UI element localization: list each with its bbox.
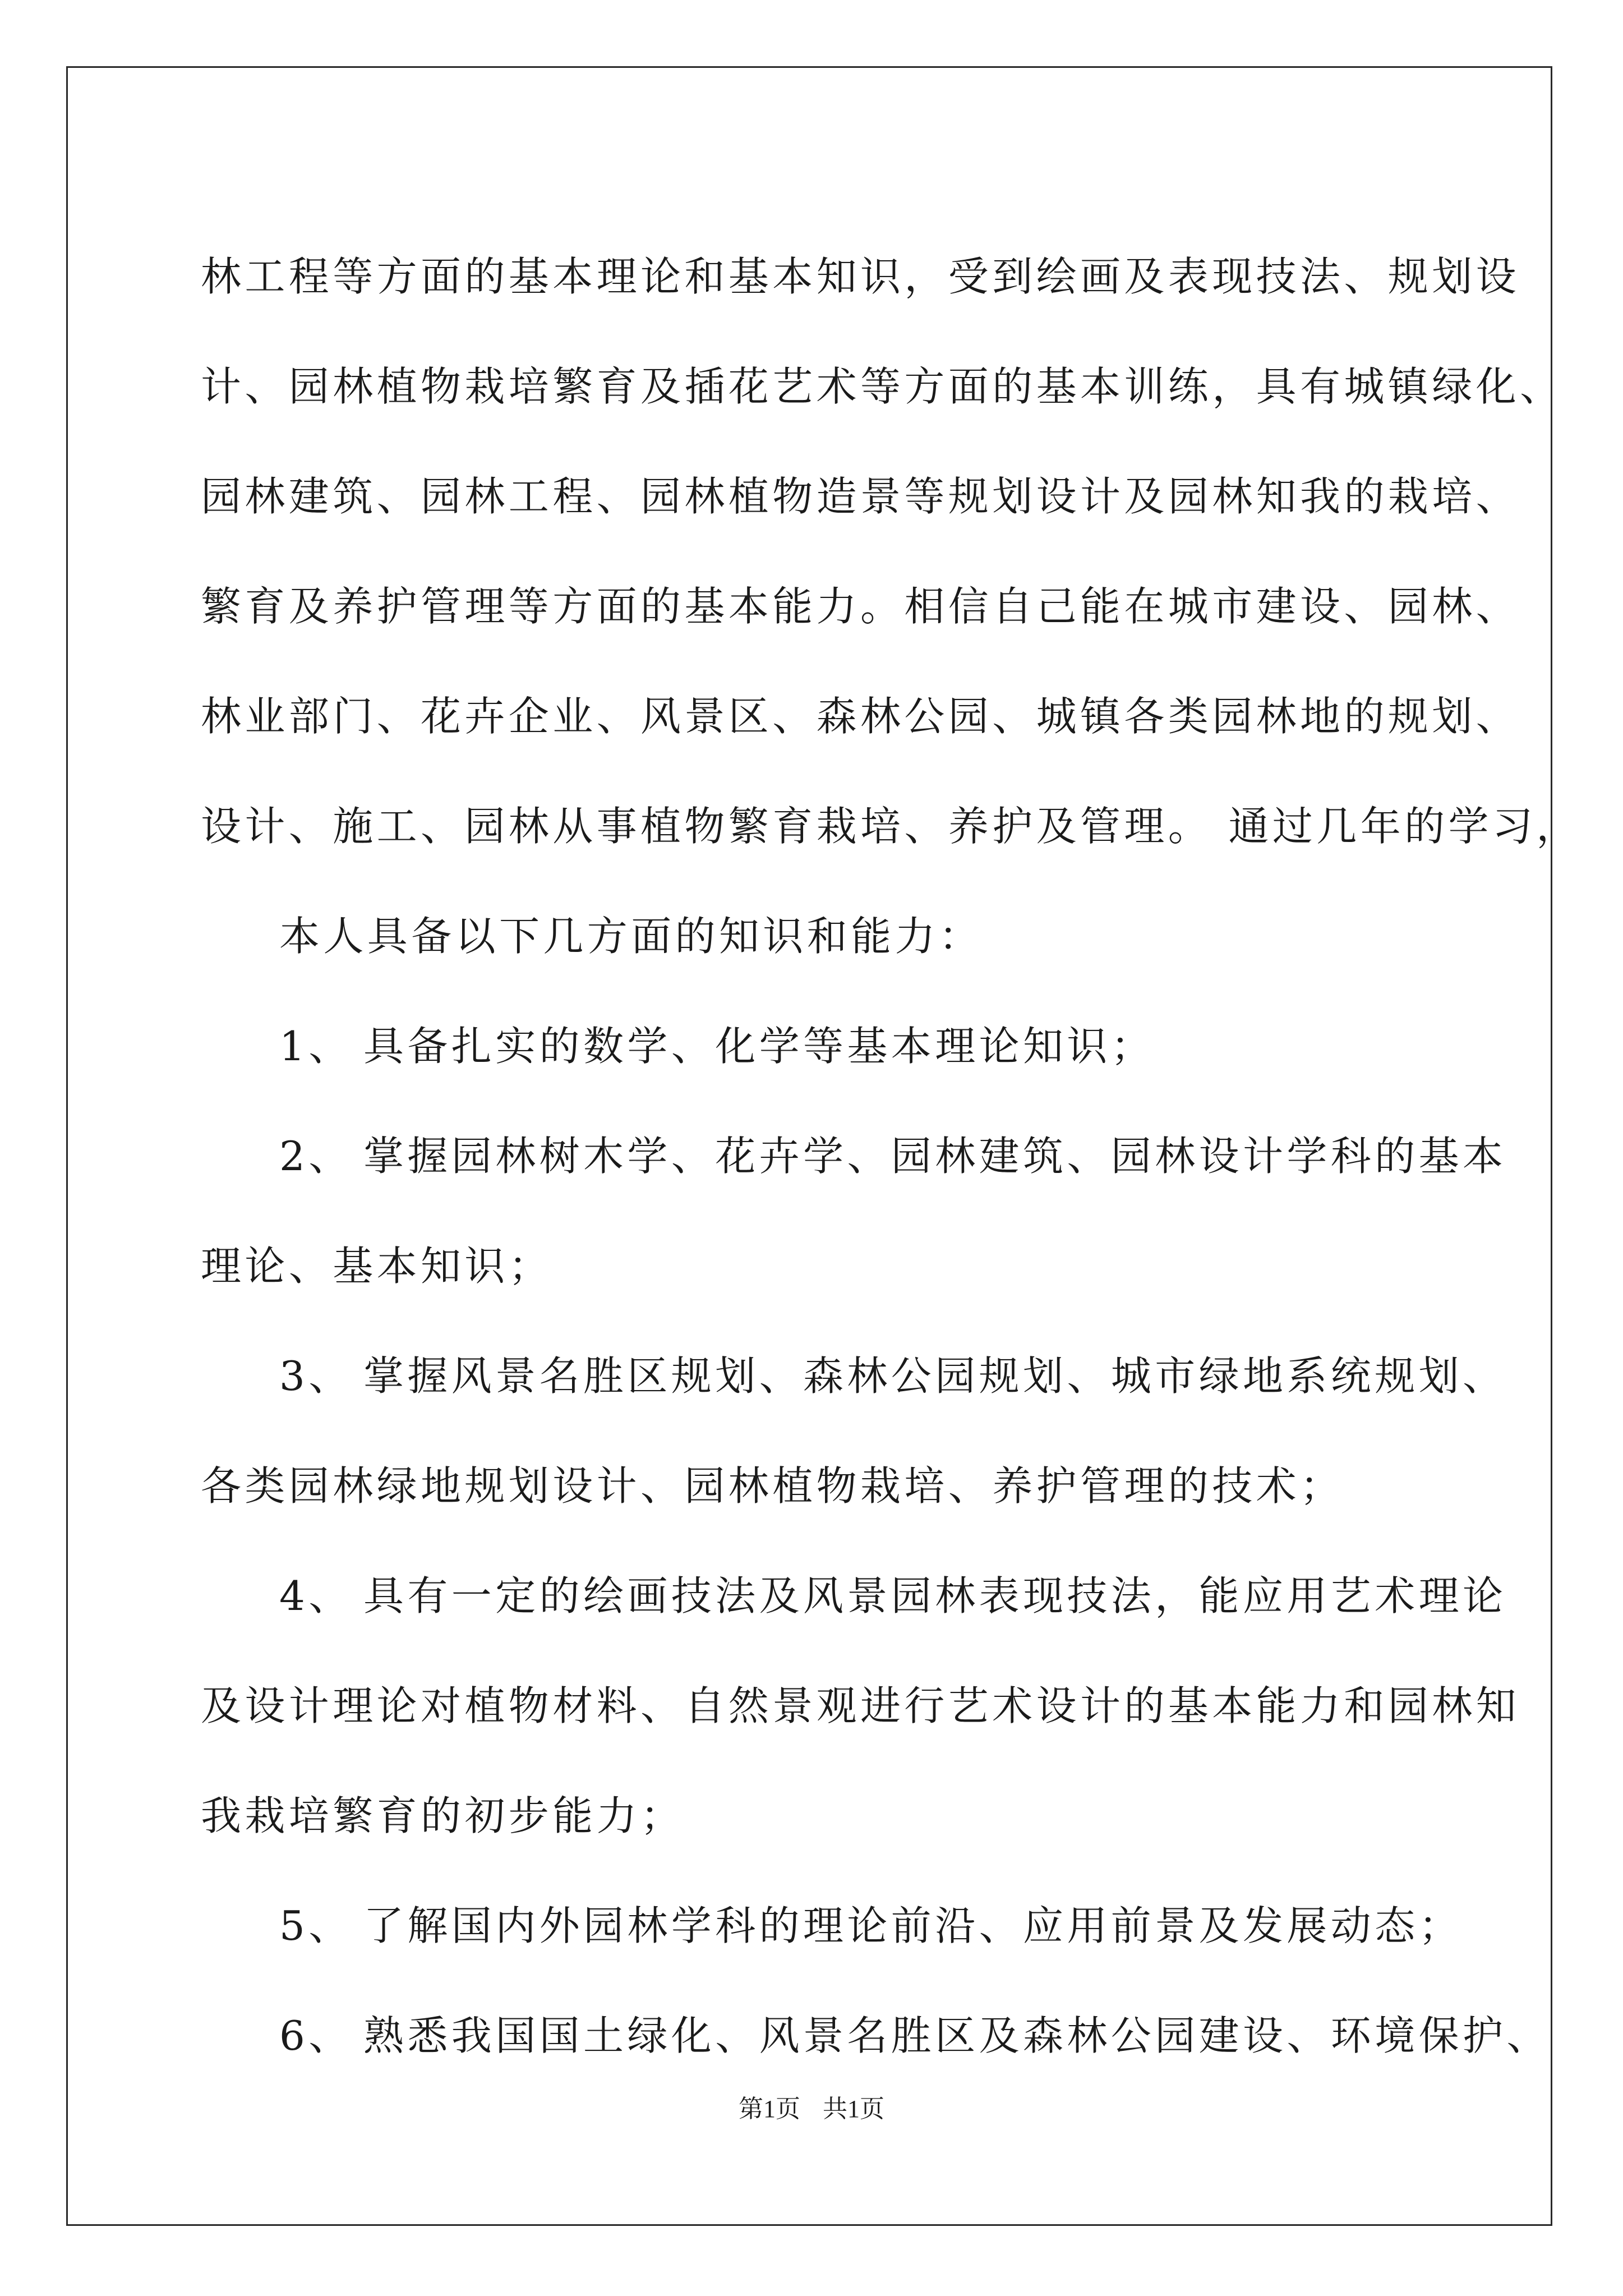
list-text: 具有一定的绘画技法及风景园林表现技法，能应用艺术理论: [363, 1572, 1507, 1619]
document-body: [201, 222, 1580, 2091]
text-line: 林工程等方面的基本理论和基本知识，受到绘画及表现技法、规划设: [201, 253, 1520, 300]
list-item-6: [201, 1981, 1551, 2091]
list-item-5: [201, 1871, 1463, 1981]
list-text: 熟悉我国国土绿化、风景名胜区及森林公园建设、环境保护、: [363, 2012, 1551, 2059]
text-line: 计、园林植物栽培繁育及插花艺术等方面的基本训练，具有城镇绿化、: [201, 363, 1564, 410]
list-item-2: [201, 1101, 1507, 1211]
paragraph-intro: 本人具备以下几方面的知识和能力：: [279, 913, 983, 960]
list-item-3: [201, 1321, 1507, 1431]
text-line: 繁育及养护管理等方面的基本能力。相信自己能在城市建设、园林、: [201, 583, 1520, 630]
list-text: 掌握风景名胜区规划、森林公园规划、城市绿地系统规划、: [363, 1352, 1507, 1400]
list-number: 1、: [279, 1023, 353, 1070]
list-item-4: [201, 1541, 1507, 1651]
text-line: 设计、施工、园林从事植物繁育栽培、养护及管理。 通过几年的学习，: [201, 803, 1580, 850]
list-text: 掌握园林树木学、花卉学、园林建筑、园林设计学科的基本: [363, 1133, 1507, 1180]
list-number: 5、: [279, 1902, 353, 1949]
list-number: 3、: [279, 1352, 353, 1400]
page-number-current: 第1页: [739, 2095, 800, 2123]
page-footer: [0, 2092, 1623, 2126]
text-line: 园林建筑、园林工程、园林植物造景等规划设计及园林知我的栽培、: [201, 473, 1520, 520]
text-line: 林业部门、花卉企业、风景区、森林公园、城镇各类园林地的规划、: [201, 693, 1520, 740]
text-line: 理论、基本知识；: [201, 1243, 553, 1290]
text-line: 及设计理论对植物材料、自然景观进行艺术设计的基本能力和园林知: [201, 1682, 1520, 1729]
text-line: 各类园林绿地规划设计、园林植物栽培、养护管理的技术；: [201, 1462, 1344, 1510]
page-number-total: 共1页: [823, 2095, 884, 2123]
list-text: 了解国内外园林学科的理论前沿、应用前景及发展动态；: [363, 1902, 1463, 1949]
list-text: 具备扎实的数学、化学等基本理论知识；: [363, 1023, 1155, 1070]
list-number: 6、: [279, 2012, 353, 2059]
list-number: 2、: [279, 1133, 353, 1180]
list-item-1: [201, 991, 1440, 1101]
list-number: 4、: [279, 1572, 353, 1619]
text-line: 我栽培繁育的初步能力；: [201, 1792, 685, 1839]
